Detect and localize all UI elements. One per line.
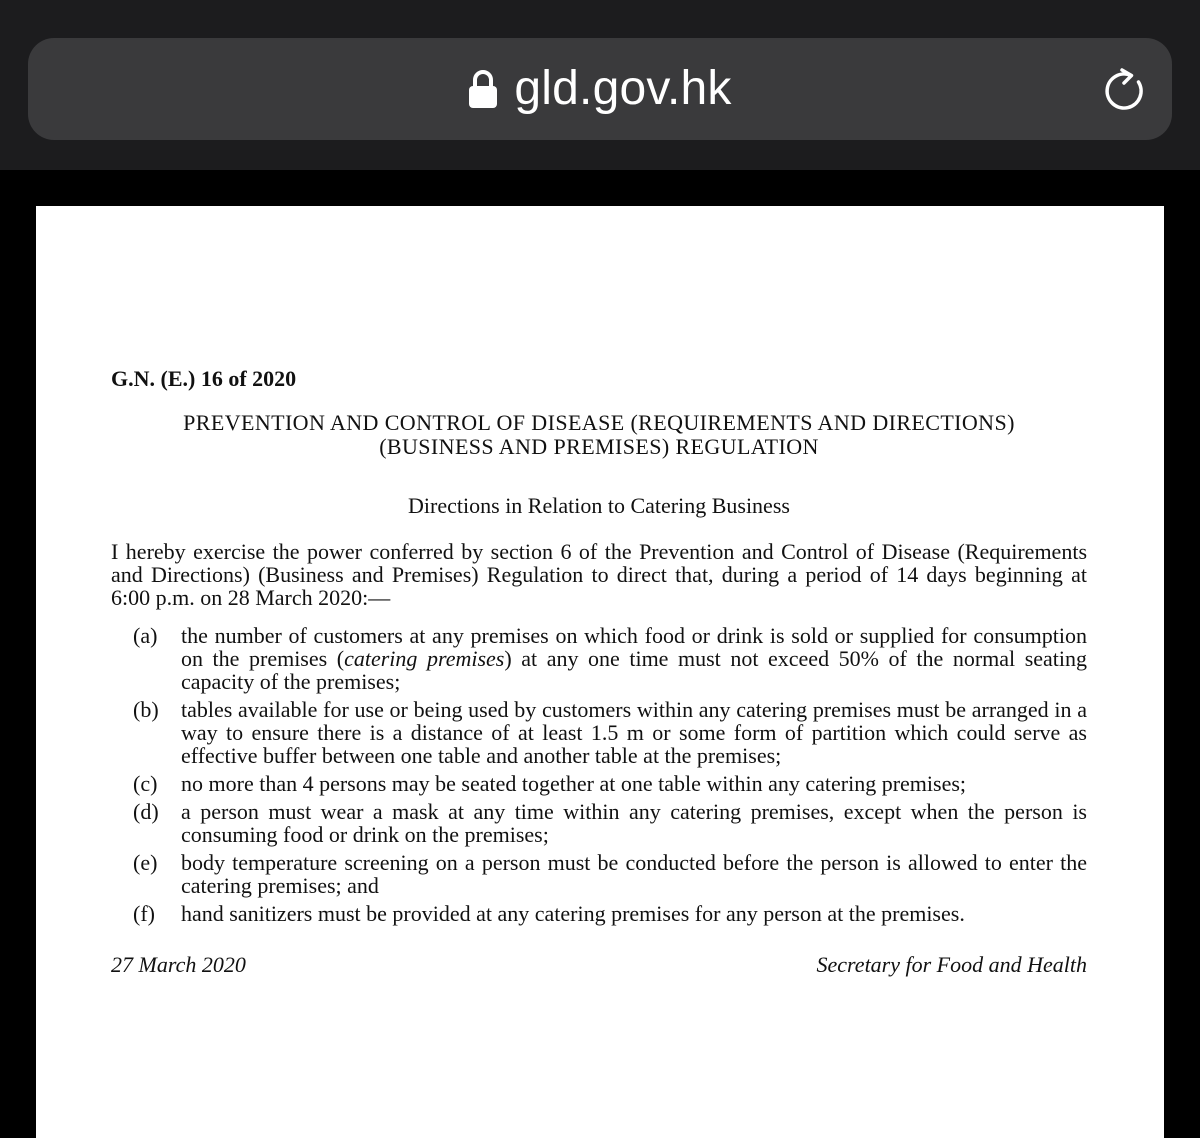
intro-paragraph: I hereby exercise the power conferred by section 6 of the Prevention and Control of Disease (Requirements and Directions) (Business and Premises) Regulation to direct that, during a period of 14 days beginning at 6:00 p.m. on 28 March 2020:— [111, 539, 1087, 610]
browser-toolbar [0, 0, 1200, 170]
direction-label: (e) [133, 850, 158, 875]
directions-list [111, 624, 1087, 930]
direction-item-d [111, 800, 1087, 846]
direction-label: (c) [133, 771, 158, 796]
direction-text: a person must wear a mask at any time within any catering premises, except when the person is consuming food or drink on the premises; [181, 799, 1087, 847]
lock-icon [468, 69, 498, 109]
defined-term: catering premises [344, 646, 505, 671]
directions-heading: Directions in Relation to Catering Business [408, 493, 790, 518]
direction-text: hand sanitizers must be provided at any catering premises for any person at the premises. [181, 901, 965, 926]
direction-item-f [111, 902, 1087, 925]
signatory: Secretary for Food and Health [816, 952, 1087, 977]
gazette-notice [36, 206, 1164, 1138]
direction-item-a [111, 624, 1087, 693]
regulation-title-line-1: PREVENTION AND CONTROL OF DISEASE (REQUIREMENTS AND DIRECTIONS) [183, 410, 1015, 435]
direction-text: tables available for use or being used by customers within any catering premises must be arranged in a way to ensure there is a distance of at least 1.5 m or some form of partition which could serve as effective buffer between one table and another table at the premises; [181, 697, 1087, 768]
direction-label: (f) [133, 901, 155, 926]
regulation-title [96, 411, 1102, 459]
address-bar[interactable] [28, 38, 1172, 140]
regulation-title-line-2: (BUSINESS AND PREMISES) REGULATION [379, 434, 819, 459]
url-display[interactable] [28, 38, 1172, 140]
direction-item-b [111, 698, 1087, 767]
direction-label: (a) [133, 623, 158, 648]
notice-number: G.N. (E.) 16 of 2020 [111, 366, 297, 391]
direction-item-c [111, 772, 1087, 795]
direction-text: the number of customers at any premises on which food or drink is sold or supplied for consumption on the premises (catering premises) at any one time must not exceed 50% of the normal seating capacity of the premises; [181, 623, 1088, 694]
reload-icon[interactable] [1100, 66, 1150, 116]
direction-label: (d) [133, 799, 159, 824]
notice-date: 27 March 2020 [111, 952, 246, 977]
url-text: gld.gov.hk [514, 62, 732, 115]
direction-text: body temperature screening on a person must be conducted before the person is allowed to enter the catering premises; and [181, 850, 1087, 898]
direction-label: (b) [133, 697, 159, 722]
direction-item-e [111, 851, 1087, 897]
direction-text: no more than 4 persons may be seated together at one table within any catering premises; [181, 771, 967, 796]
pdf-page [36, 206, 1164, 1138]
